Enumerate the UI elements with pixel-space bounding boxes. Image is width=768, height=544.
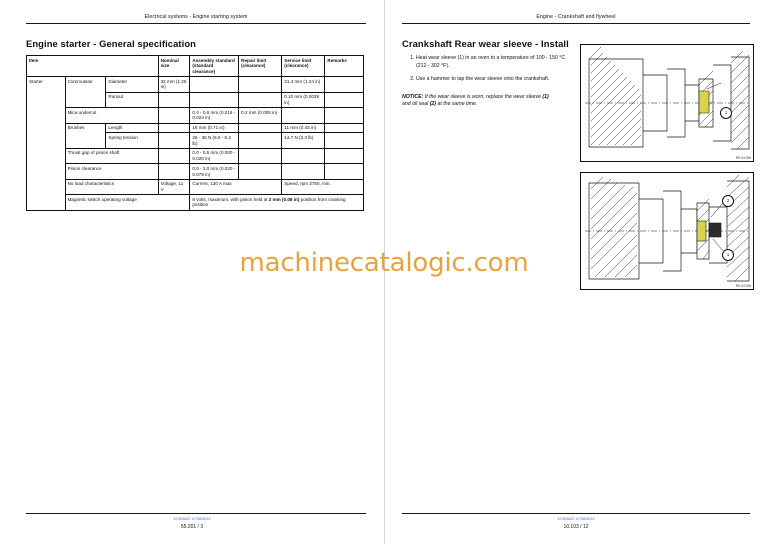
cell-noload-label: No load characteristics — [65, 179, 158, 194]
cell-remarks-6 — [325, 148, 364, 163]
figure-1-code: RH.04.096 — [735, 156, 751, 160]
figure-2-callout-2: 2 — [722, 195, 734, 207]
magnetic-pre: 8 volts, maximum, with pinion held at — [192, 196, 269, 202]
step-2-text: Use a hammer to tap the wear sleeve onto the crankshaft. — [416, 76, 550, 83]
cell-commutator: Commutator — [65, 77, 106, 108]
page-divider — [384, 0, 385, 544]
cell-magnetic-label: Magnetic switch operating voltage — [65, 195, 190, 210]
table-row — [27, 77, 364, 92]
cell-repair-5 — [239, 133, 282, 148]
figure-1-callout-1: 1 — [720, 107, 732, 119]
cell-remarks-2 — [325, 92, 364, 107]
notice-block — [402, 94, 552, 109]
cell-assembly-3: 0.4 - 0.6 mm (0.016 - 0.024 in) — [190, 108, 239, 123]
right-footer-pageno: 10.103 / 12 — [563, 524, 589, 530]
cell-remarks-7 — [325, 164, 364, 179]
cell-nominal-6 — [158, 148, 190, 163]
table-row — [27, 195, 364, 210]
cell-noload-speed: Speed, rpm 3750, min. — [282, 179, 364, 194]
right-running-header: Engine - Crankshaft and flywheel — [402, 14, 750, 24]
cell-service-7 — [282, 164, 325, 179]
cell-magnetic-value — [190, 195, 364, 210]
cell-noload-voltage: Voltage, 11 V — [158, 179, 190, 194]
cell-repair-6 — [239, 148, 282, 163]
left-footer-pageno: 55.201 / 3 — [180, 524, 204, 530]
notice-ref-1: (1) — [542, 93, 549, 100]
cell-repair-2 — [239, 92, 282, 107]
cell-runout: Runout — [106, 92, 158, 107]
cell-spring-tension: Spring tension — [106, 133, 158, 148]
footer-rule — [402, 513, 750, 514]
figure-2-drawing — [581, 173, 753, 289]
notice-ref-2: (2) — [429, 101, 437, 108]
right-page-title: Crankshaft Rear wear sleeve - Install — [402, 38, 569, 49]
figure-2-code: RH.04.096 — [735, 284, 751, 288]
left-footer — [0, 513, 384, 530]
cell-thrust-gap: Thrust gap of pinion shaft — [65, 148, 158, 163]
cell-nominal-5 — [158, 133, 190, 148]
right-footer — [384, 513, 768, 530]
step-1-text: Heat wear sleeve (1) in an oven to a temperature of 100 - 150 °C (212 - 302 °F). — [416, 55, 566, 69]
cell-remarks-1 — [325, 77, 364, 92]
left-page-title: Engine starter - General specification — [26, 38, 196, 49]
cell-service-3 — [282, 108, 325, 123]
table-header-row — [27, 56, 364, 77]
cell-noload-current: Current, 130 A max — [190, 179, 282, 194]
right-footer-docid: 47409622 17/08/2012 — [557, 516, 595, 521]
cell-repair-7 — [239, 164, 282, 179]
notice-label: NOTICE: — [402, 93, 424, 100]
cell-assembly-4: 18 mm (0.71 in) — [190, 123, 239, 133]
list-item — [416, 55, 566, 70]
left-running-header: Electrical systems - Engine starting system — [26, 14, 366, 24]
cell-assembly-1 — [190, 77, 239, 92]
left-footer-docid: 47409622 17/08/2012 — [173, 516, 211, 521]
cell-service-1: 31.4 mm (1.24 in) — [282, 77, 325, 92]
list-item — [416, 76, 566, 84]
figure-1 — [580, 44, 754, 162]
col-remarks: Remarks — [325, 56, 364, 77]
cell-brushes: Brushes — [65, 123, 106, 148]
cell-repair-4 — [239, 123, 282, 133]
table-row — [27, 164, 364, 179]
watermark: machinecatalogic.com — [239, 248, 529, 278]
procedure-steps — [402, 55, 566, 84]
cell-remarks-3 — [325, 108, 364, 123]
magnetic-bold: 2 mm (0.08 in) — [268, 196, 300, 202]
footer-rule — [26, 513, 366, 514]
cell-service-6 — [282, 148, 325, 163]
cell-length: Length — [106, 123, 158, 133]
figure-1-drawing — [581, 45, 753, 161]
cell-repair-1 — [239, 77, 282, 92]
col-service-limit: Service limit (clearance) — [282, 56, 325, 77]
col-assembly-standard: Assembly standard (standard clearance) — [190, 56, 239, 77]
cell-nominal-7 — [158, 164, 190, 179]
table-row — [27, 108, 364, 123]
cell-assembly-7: 0.5 - 2.0 mm (0.020 - 0.079 in) — [190, 164, 239, 179]
figure-2 — [580, 172, 754, 290]
table-row — [27, 179, 364, 194]
cell-assembly-5: 26 - 36 N (6.0 - 8.2 lb) — [190, 133, 239, 148]
notice-text-1: If the wear sleeve is worn, replace the wear sleeve — [423, 93, 543, 100]
table-row — [27, 148, 364, 163]
cell-repair-3: 0.2 mm (0.008 in) — [239, 108, 282, 123]
cell-service-5: 14.7 N (3.3 lb) — [282, 133, 325, 148]
cell-service-2: 0.10 mm (0.0039 in) — [282, 92, 325, 107]
cell-diameter: Diameter — [106, 77, 158, 92]
cell-pinion-clearance: Pinion clearance — [65, 164, 158, 179]
cell-nominal-1: 32 mm (1.26 in) — [158, 77, 190, 92]
cell-group-starter: Starter — [27, 77, 66, 210]
cell-mica-undercut: Mica undercut — [65, 108, 158, 123]
col-nominal-size: Nominal size — [158, 56, 190, 77]
table-row — [27, 123, 364, 133]
notice-text-3: and oil seal — [402, 101, 430, 108]
figure-group — [580, 44, 752, 300]
cell-nominal-4 — [158, 123, 190, 133]
col-repair-limit: Repair limit (clearance) — [239, 56, 282, 77]
magnetic-post: position from cranking position — [192, 196, 346, 208]
engine-starter-spec-table — [26, 55, 364, 211]
figure-2-callout-1: 1 — [722, 249, 734, 261]
cell-remarks-5 — [325, 133, 364, 148]
cell-nominal-3 — [158, 108, 190, 123]
right-page — [384, 0, 768, 544]
cell-assembly-6: 0.0 - 0.5 mm (0.000 - 0.020 in) — [190, 148, 239, 163]
cell-remarks-4 — [325, 123, 364, 133]
cell-nominal-2 — [158, 92, 190, 107]
cell-service-4: 11 mm (0.43 in) — [282, 123, 325, 133]
cell-assembly-2 — [190, 92, 239, 107]
notice-text-5: at the same time. — [436, 101, 478, 108]
col-item: Item — [27, 56, 159, 77]
